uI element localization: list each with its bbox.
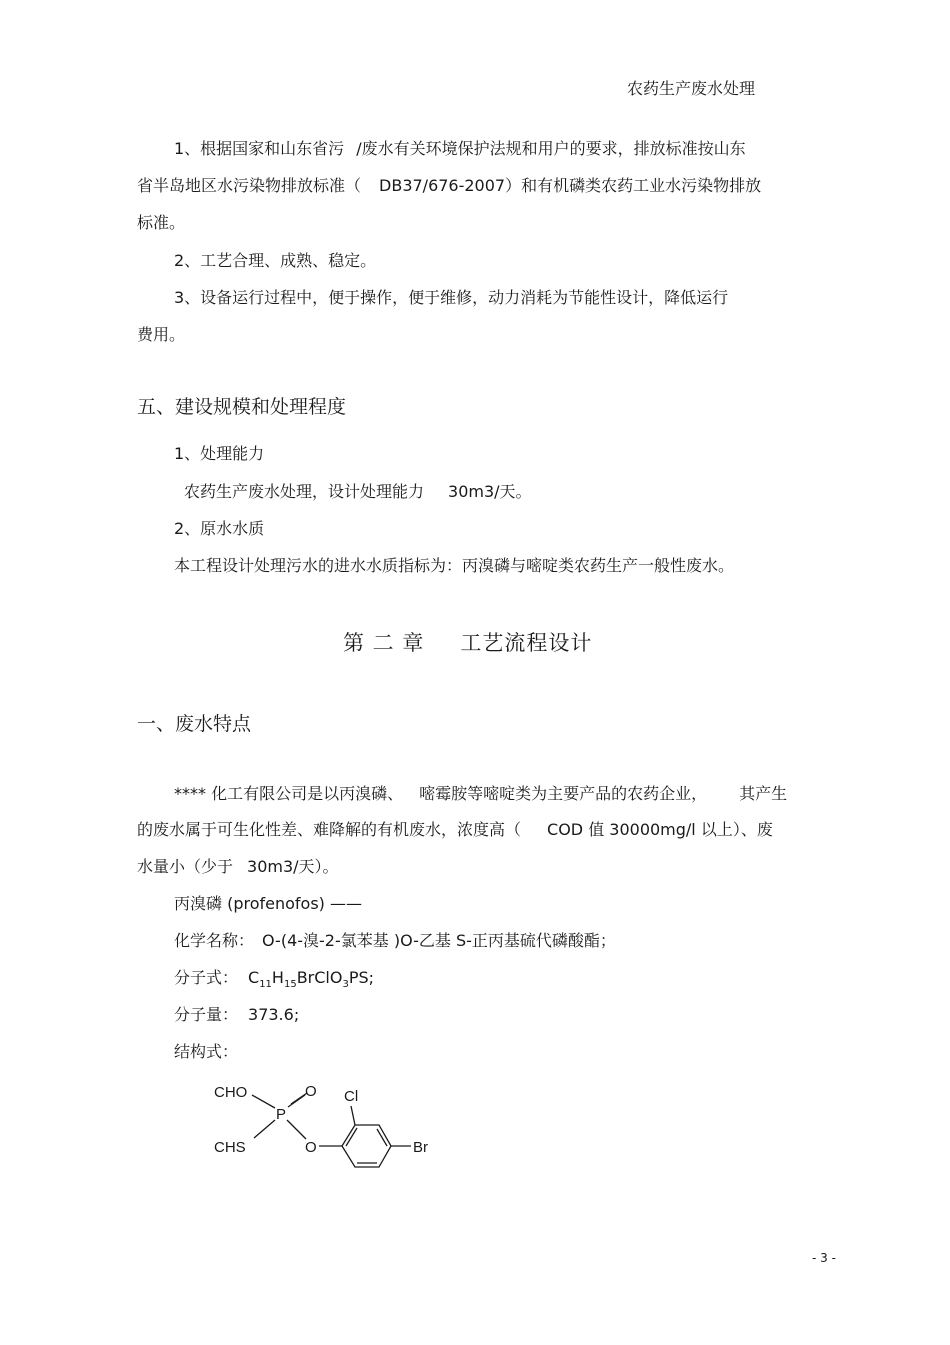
mw-value: 373.6; — [248, 1005, 300, 1024]
formula-end: PS; — [348, 968, 375, 987]
wastewater-p1-line-2 — [137, 820, 773, 840]
structural-formula-diagram — [205, 1075, 445, 1175]
wastewater-p1-d: 的废水属于可生化性差、难降解的有机废水，浓度高（ — [137, 820, 522, 839]
molecular-weight — [174, 1005, 299, 1025]
chapter-number: 第 二 章 — [343, 631, 425, 655]
label-oxygen-double: O — [305, 1083, 317, 1100]
bond-p-s — [254, 1120, 275, 1138]
wastewater-heading: 一、废水特点 — [137, 713, 252, 735]
wastewater-p1-e: COD 值 30000mg/l 以上）、废 — [547, 820, 773, 839]
wastewater-p1-line-3 — [137, 857, 339, 877]
bond-cl — [351, 1106, 355, 1125]
page-number: - 3 - — [812, 1251, 836, 1265]
label-ethoxy: CHO — [214, 1084, 248, 1101]
capacity-text-a: 农药生产废水处理，设计处理能力 — [184, 482, 425, 501]
wastewater-p1-c: 其产生 — [739, 784, 788, 803]
principle-1-part-d: DB37/676-2007）和有机磷类农药工业水污染物排放 — [379, 176, 762, 195]
formula-h: H — [271, 968, 284, 987]
label-bromine: Br — [413, 1139, 428, 1156]
wastewater-p1-f: 水量小（少于 — [137, 857, 234, 876]
wastewater-p1-line-1 — [174, 784, 787, 804]
bond-eto-p — [252, 1095, 275, 1108]
formula-mid: BrClO — [296, 968, 343, 987]
chemical-name — [174, 931, 616, 951]
section-5-heading: 五、建设规模和处理程度 — [137, 396, 347, 418]
chemical-name-value: O-(4-溴-2-氯苯基 )O-乙基 S-正丙基硫代磷酸酯； — [262, 931, 616, 950]
label-phosphorus: P — [276, 1106, 287, 1123]
compound-name: 丙溴磷 (profenofos) —— — [174, 894, 362, 913]
wastewater-p1-b: 嘧霉胺等嘧啶类为主要产品的农药企业， — [419, 784, 708, 803]
label-propylthio: CHS — [214, 1139, 246, 1156]
principle-1-line-3: 标准。 — [137, 213, 186, 232]
principle-1-part-b: /废水有关环境保护法规和用户的要求，排放标准按山东 — [356, 139, 746, 158]
page-header-title: 农药生产废水处理 — [627, 79, 756, 98]
bond-p-o-ring — [287, 1120, 306, 1139]
capacity-label: 1、处理能力 — [174, 444, 265, 463]
benzene-ring — [342, 1125, 391, 1167]
label-chlorine: Cl — [344, 1088, 359, 1105]
formula-c-sub: 11 — [259, 979, 272, 990]
formula-h-sub: 15 — [283, 979, 297, 990]
label-oxygen-ring: O — [305, 1139, 317, 1156]
structure-label: 结构式： — [174, 1042, 239, 1061]
molecular-formula — [174, 968, 374, 991]
capacity-text-b: 30m3/天。 — [448, 482, 532, 501]
formula-o-sub: 3 — [342, 979, 349, 990]
quality-label: 2、原水水质 — [174, 519, 265, 538]
chapter-title: 工艺流程设计 — [460, 631, 593, 655]
formula-c: C — [248, 968, 260, 987]
wastewater-p1-a: **** 化工有限公司是以丙溴磷、 — [174, 784, 404, 803]
principle-2: 2、工艺合理、成熟、稳定。 — [174, 251, 377, 270]
principle-1-line-1 — [174, 139, 746, 159]
wastewater-p1-g: 30m3/天）。 — [247, 857, 339, 876]
capacity-text — [184, 482, 532, 502]
principle-1-part-a: 1、根据国家和山东省污 — [174, 139, 345, 158]
chemical-name-label: 化学名称： — [174, 931, 255, 950]
principle-1-part-c: 省半岛地区水污染物排放标准（ — [137, 176, 362, 195]
mw-label: 分子量： — [174, 1005, 239, 1024]
principle-3-line-2: 费用。 — [137, 325, 186, 344]
principle-3-line-1: 3、设备运行过程中，便于操作，便于维修，动力消耗为节能性设计，降低运行 — [174, 288, 729, 307]
formula-label: 分子式： — [174, 968, 239, 987]
quality-text: 本工程设计处理污水的进水水质指标为：丙溴磷与嘧啶类农药生产一般性废水。 — [174, 556, 735, 575]
principle-1-line-2 — [137, 176, 761, 196]
chapter-heading — [343, 630, 592, 656]
